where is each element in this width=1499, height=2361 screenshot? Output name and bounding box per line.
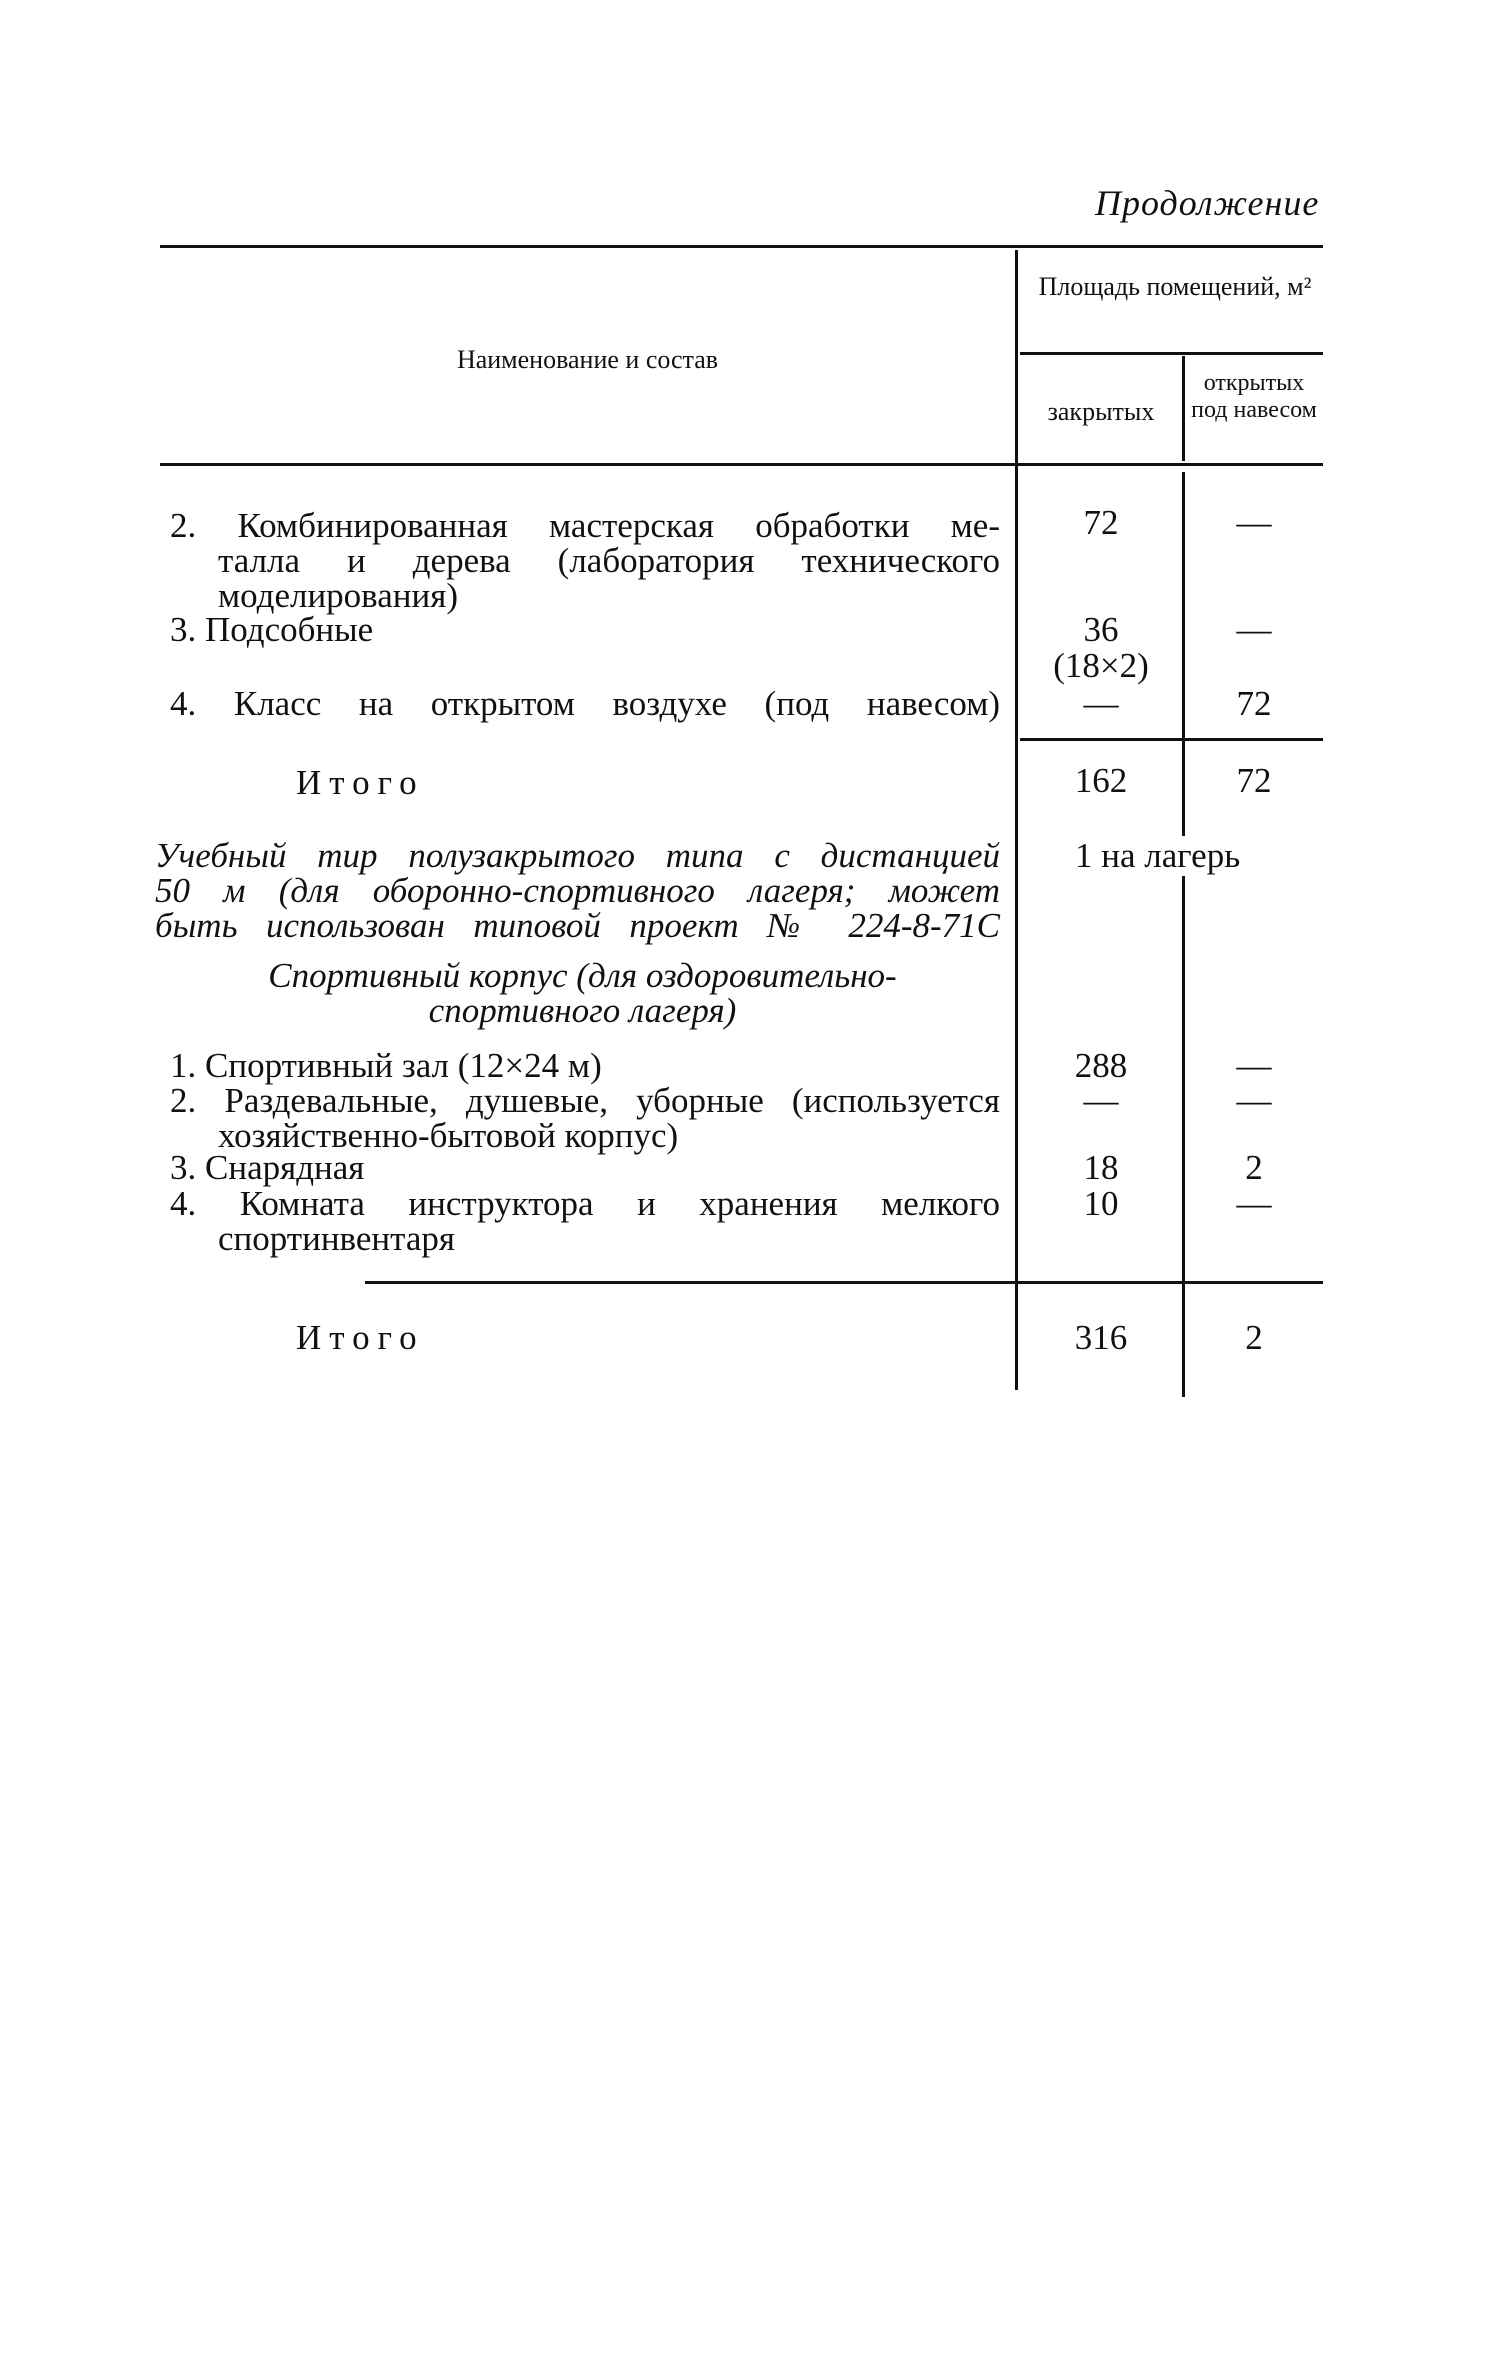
- item-text: Спортивный зал (12×24 м): [205, 1046, 602, 1085]
- shooting-range-value: 1 на лагерь: [1075, 836, 1244, 876]
- item-text: Класс на открытом воздухе (под навесом): [233, 684, 1001, 723]
- total-closed: 162: [1074, 761, 1128, 800]
- header-closed: закрытых: [1047, 397, 1155, 426]
- value-open: —: [1236, 610, 1272, 649]
- item-number: 4.: [170, 684, 197, 723]
- section-title-line: спортивного лагеря): [428, 991, 737, 1030]
- total-label: Итого: [296, 1318, 425, 1357]
- value-open: —: [1236, 1184, 1272, 1223]
- value-open: 72: [1236, 684, 1272, 723]
- item-text: Комбинированная мастерская обработки ме-: [237, 506, 1000, 545]
- range-line: быть использован типовой проект № 224-8-71С: [155, 906, 1000, 945]
- closed-open-divider-body: [1182, 472, 1185, 1397]
- closed-open-divider-header: [1182, 356, 1185, 461]
- value-open: —: [1236, 1081, 1272, 1120]
- item-number: 2.: [170, 1081, 197, 1120]
- list-item: [170, 508, 1000, 613]
- item-text: Раздевальные, душевые, уборные (используется хозяйственно-бытовой корпус): [218, 1081, 1000, 1155]
- table-top-rule: [160, 245, 1323, 248]
- total-open: 2: [1245, 1318, 1263, 1357]
- value-closed: 288: [1074, 1046, 1128, 1085]
- item-number: 2.: [170, 506, 197, 545]
- value-closed: —: [1083, 1081, 1119, 1120]
- subheader-rule: [1020, 352, 1323, 355]
- header-name-col: Наименование и состав: [456, 345, 719, 374]
- header-bottom-rule: [160, 463, 1323, 466]
- list-item: [170, 1186, 1000, 1256]
- value-open: 2: [1245, 1148, 1263, 1187]
- list-item: [170, 686, 1000, 721]
- continuation-label: Продолжение: [1095, 183, 1320, 223]
- list-item: [170, 1048, 1000, 1083]
- list-item: [170, 1150, 1000, 1185]
- value-closed: 72: [1083, 503, 1119, 542]
- list-item: [170, 612, 1000, 647]
- list-item: [170, 1083, 1000, 1153]
- item-text-continued: моделирования): [218, 576, 458, 615]
- item-number: 3.: [170, 610, 197, 649]
- total-closed: 316: [1074, 1318, 1128, 1357]
- header-area-group: Площадь помещений, м²: [1038, 272, 1312, 301]
- section-title: [160, 958, 1005, 1028]
- item-text: Подсобные: [205, 610, 374, 649]
- item-number: 3.: [170, 1148, 197, 1187]
- total-open: 72: [1236, 761, 1272, 800]
- item-number: 4.: [170, 1184, 197, 1223]
- item-text: Комната инструктора и хранения мелкого спортинвентаря: [218, 1184, 1000, 1258]
- total1-top-rule: [1020, 738, 1323, 741]
- value-open: —: [1236, 1046, 1272, 1085]
- value-closed: 18: [1083, 1148, 1119, 1187]
- value-open: —: [1236, 503, 1272, 542]
- value-closed: 10: [1083, 1184, 1119, 1223]
- total2-top-rule: [365, 1281, 1323, 1284]
- section-title-line: Спортивный корпус (для оздоровительно-: [268, 956, 897, 995]
- item-text: Снарядная: [205, 1148, 365, 1187]
- range-line: Учебный тир полузакрытого типа с дистанцией: [155, 836, 1000, 875]
- value-closed: —: [1083, 684, 1119, 723]
- value-closed: 36: [1083, 610, 1119, 649]
- item-number: 1.: [170, 1046, 197, 1085]
- value-closed-note: (18×2): [1053, 646, 1149, 685]
- range-line: 50 м (для оборонно-спортивного лагеря; может: [155, 871, 1000, 910]
- shooting-range-text: [155, 838, 1000, 943]
- header-open-shed: открытых под навесом: [1191, 370, 1317, 423]
- name-col-divider: [1015, 250, 1018, 1390]
- item-text-continued: талла и дерева (лаборатория технического: [218, 541, 1000, 580]
- total-label: Итого: [296, 763, 425, 802]
